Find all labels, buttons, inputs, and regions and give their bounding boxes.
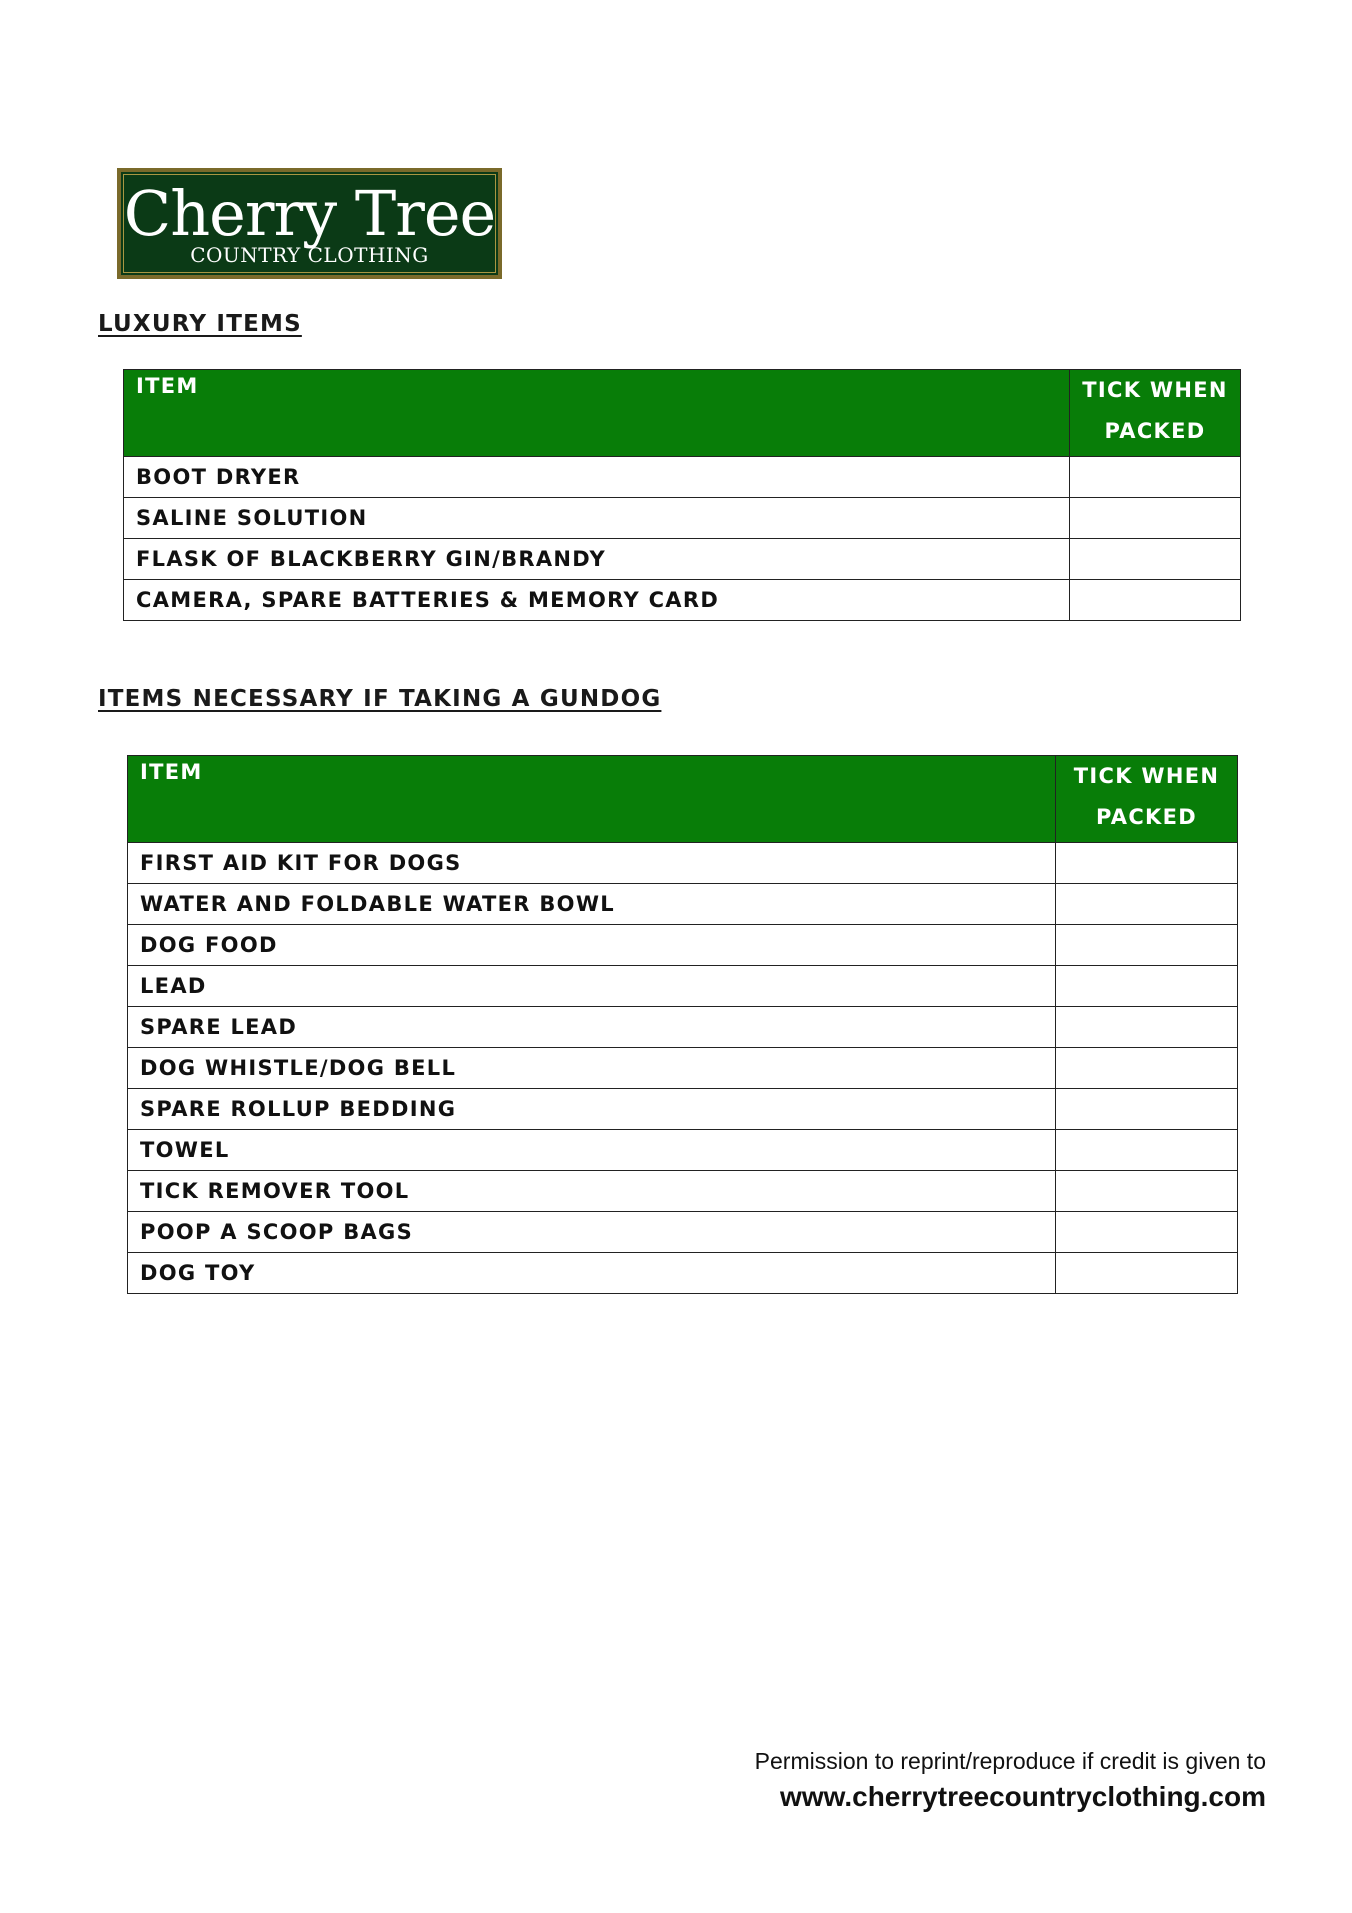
table-row <box>128 966 1238 1007</box>
table-row <box>128 1171 1238 1212</box>
column-header-tick-line2: PACKED <box>1096 805 1197 829</box>
item-cell: WATER AND FOLDABLE WATER BOWL <box>128 884 1056 925</box>
table-row <box>128 843 1238 884</box>
column-header-tick-line1: TICK WHEN <box>1073 764 1220 788</box>
table-header-row <box>128 756 1238 843</box>
section-heading-luxury: LUXURY ITEMS <box>98 311 302 337</box>
item-cell: CAMERA, SPARE BATTERIES & MEMORY CARD <box>124 580 1070 621</box>
table-row <box>124 457 1241 498</box>
tick-box[interactable] <box>1070 457 1241 498</box>
tick-box[interactable] <box>1056 884 1238 925</box>
tick-box[interactable] <box>1070 580 1241 621</box>
column-header-tick-line2: PACKED <box>1104 419 1206 443</box>
tick-box[interactable] <box>1056 1089 1238 1130</box>
section-heading-gundog: ITEMS NECESSARY IF TAKING A GUNDOG <box>98 686 662 712</box>
tick-box[interactable] <box>1056 966 1238 1007</box>
item-cell: BOOT DRYER <box>124 457 1070 498</box>
table-row <box>128 1089 1238 1130</box>
column-header-item: ITEM <box>128 756 1056 843</box>
item-cell: TICK REMOVER TOOL <box>128 1171 1056 1212</box>
item-cell: DOG WHISTLE/DOG BELL <box>128 1048 1056 1089</box>
luxury-items-table <box>123 369 1241 621</box>
item-cell: SPARE LEAD <box>128 1007 1056 1048</box>
footer-website-link[interactable]: www.cherrytreecountryclothing.com <box>780 1781 1266 1812</box>
tick-box[interactable] <box>1056 1048 1238 1089</box>
item-cell: DOG FOOD <box>128 925 1056 966</box>
item-cell: LEAD <box>128 966 1056 1007</box>
table-row <box>128 884 1238 925</box>
table-row <box>128 1048 1238 1089</box>
item-cell: SALINE SOLUTION <box>124 498 1070 539</box>
logo-tagline: COUNTRY CLOTHING <box>190 243 429 267</box>
item-cell: SPARE ROLLUP BEDDING <box>128 1089 1056 1130</box>
column-header-item: ITEM <box>124 370 1070 457</box>
column-header-tick <box>1070 370 1241 457</box>
item-cell: FIRST AID KIT FOR DOGS <box>128 843 1056 884</box>
item-cell: DOG TOY <box>128 1253 1056 1294</box>
tick-box[interactable] <box>1056 1253 1238 1294</box>
table-row <box>128 1007 1238 1048</box>
table-row <box>128 925 1238 966</box>
table-row <box>128 1212 1238 1253</box>
table-row <box>124 498 1241 539</box>
tick-box[interactable] <box>1056 1212 1238 1253</box>
item-cell: FLASK OF BLACKBERRY GIN/BRANDY <box>124 539 1070 580</box>
tick-box[interactable] <box>1056 843 1238 884</box>
tick-box[interactable] <box>1070 539 1241 580</box>
table-row <box>128 1253 1238 1294</box>
footer-permission-text: Permission to reprint/reproduce if credit is given to <box>754 1748 1266 1774</box>
item-cell: POOP A SCOOP BAGS <box>128 1212 1056 1253</box>
tick-box[interactable] <box>1056 1007 1238 1048</box>
tick-box[interactable] <box>1056 925 1238 966</box>
tick-box[interactable] <box>1056 1130 1238 1171</box>
table-row <box>128 1130 1238 1171</box>
column-header-tick <box>1056 756 1238 843</box>
logo-wordmark: Cherry Tree <box>123 177 496 250</box>
tick-box[interactable] <box>1056 1171 1238 1212</box>
table-header-row <box>124 370 1241 457</box>
brand-logo <box>117 168 502 279</box>
item-cell: TOWEL <box>128 1130 1056 1171</box>
gundog-items-table <box>127 755 1238 1294</box>
table-row <box>124 539 1241 580</box>
table-row <box>124 580 1241 621</box>
column-header-tick-line1: TICK WHEN <box>1082 378 1228 402</box>
tick-box[interactable] <box>1070 498 1241 539</box>
